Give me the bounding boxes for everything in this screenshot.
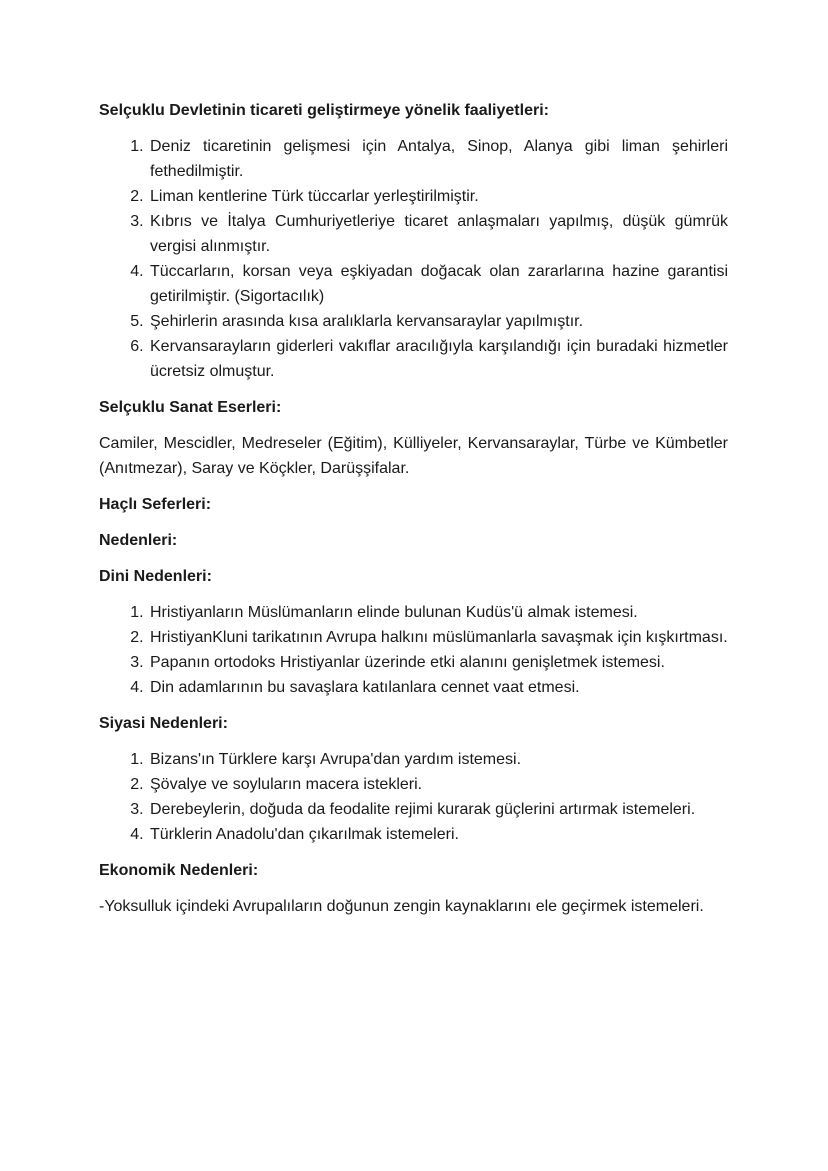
art-works-paragraph: Camiler, Mescidler, Medreseler (Eğitim), Külliyeler, Kervansaraylar, Türbe ve Kümbetler (Anıtmezar), Saray ve Köçkler, Darüşşifalar. bbox=[99, 435, 728, 477]
list-item: 1. Bizans'ın Türklere karşı Avrupa'dan yardım istemesi. bbox=[148, 747, 728, 772]
political-causes-list bbox=[99, 747, 728, 847]
list-item: 3. Papanın ortodoks Hristiyanlar üzerinde etki alanını genişletmek istemesi. bbox=[148, 650, 728, 675]
section-heading-economic: Ekonomik Nedenleri: bbox=[99, 862, 259, 879]
section-heading-crusades: Haçlı Seferleri: bbox=[99, 496, 212, 513]
list-item: 1. Deniz ticaretinin gelişmesi için Antalya, Sinop, Alanya gibi liman şehirleri fethedilmiştir. bbox=[148, 134, 728, 184]
list-item: 4. Türklerin Anadolu'dan çıkarılmak istemeleri. bbox=[148, 822, 728, 847]
list-item: 3. Derebeylerin, doğuda da feodalite rejimi kurarak güçlerini artırmak istemeleri. bbox=[148, 797, 728, 822]
list-item: 4. Din adamlarının bu savaşlara katılanlara cennet vaat etmesi. bbox=[148, 675, 728, 700]
section-heading-religious: Dini Nedenleri: bbox=[99, 568, 212, 585]
economic-causes-paragraph: -Yoksulluk içindeki Avrupalıların doğunun zengin kaynaklarını ele geçirmek istemeleri. bbox=[99, 898, 704, 915]
section-heading-political: Siyasi Nedenleri: bbox=[99, 715, 228, 732]
list-item: 2. HristiyanKluni tarikatının Avrupa halkını müslümanlarla savaşmak için kışkırtması. bbox=[148, 625, 728, 650]
list-item: 3. Kıbrıs ve İtalya Cumhuriyetleriye ticaret anlaşmaları yapılmış, düşük gümrük vergisi alınmıştır. bbox=[148, 209, 728, 259]
section-heading-art: Selçuklu Sanat Eserleri: bbox=[99, 399, 282, 416]
list-item: 2. Şövalye ve soyluların macera istekleri. bbox=[148, 772, 728, 797]
trade-activities-list bbox=[99, 134, 728, 384]
list-item: 5. Şehirlerin arasında kısa aralıklarla kervansaraylar yapılmıştır. bbox=[148, 309, 728, 334]
section-heading-trade: Selçuklu Devletinin ticareti geliştirmeye yönelik faaliyetleri: bbox=[99, 102, 549, 119]
list-item: 4. Tüccarların, korsan veya eşkiyadan doğacak olan zararlarına hazine garantisi getirilmiştir. (Sigortacılık) bbox=[148, 259, 728, 309]
list-item: 2. Liman kentlerine Türk tüccarlar yerleştirilmiştir. bbox=[148, 184, 728, 209]
religious-causes-list bbox=[99, 600, 728, 700]
list-item: 6. Kervansarayların giderleri vakıflar aracılığıyla karşılandığı için buradaki hizmetler ücretsiz olmuştur. bbox=[148, 334, 728, 384]
section-heading-causes: Nedenleri: bbox=[99, 532, 178, 549]
list-item: 1. Hristiyanların Müslümanların elinde bulunan Kudüs'ü almak istemesi. bbox=[148, 600, 728, 625]
